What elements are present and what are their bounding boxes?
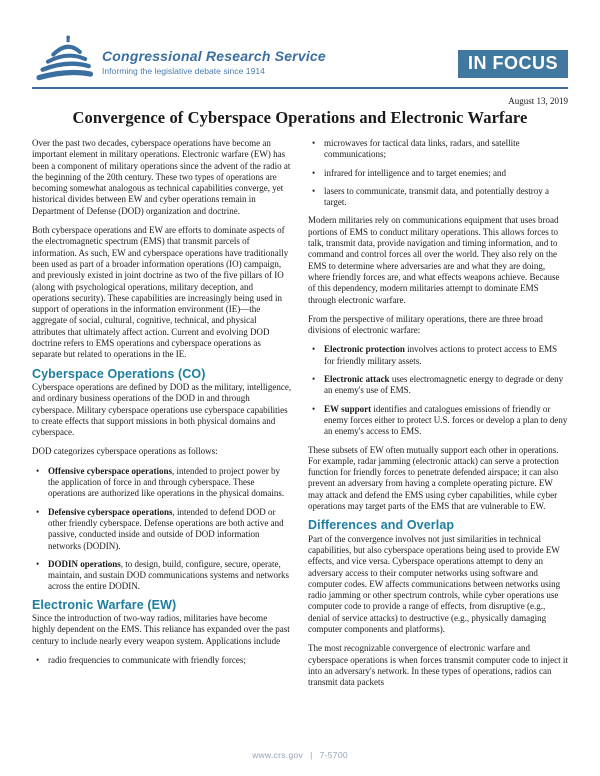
in-focus-badge: IN FOCUS xyxy=(458,50,568,78)
bullet-text: , to design, build, configure, secure, operate, maintain, and sustain DOD communications systems and networks across the entire DODIN. xyxy=(48,558,289,592)
paragraph: Over the past two decades, cyberspace operations have become an important element in military operations. Electronic warfare (EW) has been a component of military operations since the advent of the radio at the beginning of the 20th century. These two types of operations are becoming somewhat analogous as technical capabilities converge, yet historical divides between EW and cyber operations remain in Department of Defense (DOD) organization and doctrine. xyxy=(32,138,291,216)
org-name: Congressional Research Service xyxy=(102,48,326,64)
bullet-icon: • xyxy=(312,403,316,414)
paragraph: Cyberspace operations are defined by DOD as the military, intelligence, and ordinary business operations of the DOD in and through cyberspace. Military cyberspace operations use cyberspace capabilities to create effects that support missions in both physical domains and cyberspace. xyxy=(32,381,292,438)
header-divider xyxy=(32,87,568,89)
document-body xyxy=(32,138,568,696)
bullet-icon: • xyxy=(312,138,316,148)
bullet-text: microwaves for tactical data links, radars, and satellite communications; xyxy=(324,138,520,160)
list-item xyxy=(312,186,568,209)
paragraph: Since the introduction of two-way radios, militaries have become highly dependent on the EMS. This reliance has expanded over the past century to include nearly every weapon system. Applications include xyxy=(32,612,290,646)
left-column xyxy=(32,138,292,696)
bullet-lead: Offensive cyberspace operations xyxy=(48,465,172,476)
bullet-icon: • xyxy=(312,167,316,178)
section-heading-differences-and-overlap: Differences and Overlap xyxy=(308,518,455,533)
page-footer xyxy=(0,750,600,760)
list-item xyxy=(36,655,292,666)
list-item xyxy=(312,344,568,367)
bullet-lead: DODIN operations xyxy=(48,558,121,569)
bullet-lead: EW support xyxy=(324,403,372,414)
bullet-icon: • xyxy=(36,654,40,665)
bullet-lead: Defensive cyberspace operations xyxy=(48,506,173,517)
bullet-icon: • xyxy=(312,344,316,355)
bullet-text: radio frequencies to communicate with friendly forces; xyxy=(48,654,246,665)
paragraph: Modern militaries rely on communications equipment that uses broad portions of EMS to conduct military operations. This allows forces to talk, transmit data, provide navigation and timing information, and to command and control forces all over the world. They also rely on the EMS to determine where adversaries are and what they are doing, where friendly forces are, and what effects weapons achieve. Because of this dependency, modern militaries attempt to dominate EMS through electronic warfare. xyxy=(308,215,560,305)
crs-logo-group xyxy=(32,34,326,84)
bullet-text: lasers to communicate, transmit data, and potentially destroy a target. xyxy=(324,185,549,208)
list-item xyxy=(312,168,568,179)
footer-separator: | xyxy=(310,750,313,760)
bullet-icon: • xyxy=(36,506,40,517)
bullet-text: involves actions to protect access to EMS for friendly military assets. xyxy=(324,344,558,366)
org-tagline: Informing the legislative debate since 1914 xyxy=(102,66,265,76)
paragraph: These subsets of EW often mutually support each other in operations. For example, radar jamming (electronic attack) can serve a protection function for friendly forces to penetrate defended airspace; it can also prevent an adversary from having a complete operating picture. EW may attack and defend the EMS using cyber capabilities, while cyber operations may target parts of the EMS that are vulnerable to EW. xyxy=(308,444,559,512)
bullet-lead: Electronic protection xyxy=(324,344,405,355)
paragraph: From the perspective of military operations, there are three broad divisions of electronic warfare: xyxy=(308,313,543,336)
paragraph: The most recognizable convergence of electronic warfare and cyberspace operations is when forces transmit computer code to inject it into an adversary's network. In these types of operations, radios can transmit data packets xyxy=(308,643,568,688)
bullet-text: , intended to defend DOD or other friendly cyberspace. Defense operations are both active and passive, conducted inside and outside of DOD information networks (DODIN). xyxy=(48,506,284,551)
list-item xyxy=(312,138,568,161)
paragraph: DOD categorizes cyberspace operations as follows: xyxy=(32,446,218,457)
bullet-icon: • xyxy=(36,465,40,476)
bullet-icon: • xyxy=(36,558,40,569)
list-item xyxy=(36,559,292,593)
section-heading-cyberspace-operations: Cyberspace Operations (CO) xyxy=(32,366,206,381)
bullet-text: identifies and catalogues emissions of friendly or enemy forces either to protect U.S. forces or develop a plan to deny an enemy's access to EMS. xyxy=(324,403,568,437)
paragraph: Part of the convergence involves not just similarities in technical capabilities, but also cyberspace operations being used to provide EW effects, and vice versa. Cyberspace operations attempt to deny an adversary access to their computer networks using software and computer codes. EW affects communications between networks using radio jamming or other spectrum controls, while cyber operations use computer code to provide a range of effects, from disruptive (e.g., denial of service attacks) to destructive (e.g., physically damaging computer components and platforms). xyxy=(308,533,561,634)
bullet-text: uses electromagnetic energy to degrade or deny an enemy's use of EMS. xyxy=(324,374,564,396)
list-item xyxy=(36,507,292,552)
bullet-icon: • xyxy=(312,185,316,196)
paragraph: Both cyberspace operations and EW are efforts to dominate aspects of the electromagnetic spectrum (EMS) that transmit parcels of information. As such, EW and cyberspace operations have traditionally been used as part of a broader information operations (IO) campaign, and previously existed in joint doctrine as two of the five pillars of IO (along with psychological operations, military deception, and operations security). These capabilities are increasingly being used in support of operations in the information environment (IE)—the aggregate of social, cultural, cognitive, technical, and physical attributes that ultimately affect action. Current and evolving DOD doctrine refers to EMS operations and cyberspace operations as separate but related to operations in the IE. xyxy=(32,225,289,360)
document-title: Convergence of Cyberspace Operations and Electronic Warfare xyxy=(72,108,528,127)
list-item xyxy=(312,374,568,397)
capitol-dome-icon xyxy=(32,34,94,84)
bullet-text: , intended to project power by the application of force in and through cyberspace. These operations are authorized like operations in the physical domains. xyxy=(48,465,285,499)
bullet-text: infrared for intelligence and to target enemies; and xyxy=(324,167,507,178)
list-item xyxy=(36,466,292,500)
publication-date: August 13, 2019 xyxy=(508,96,568,106)
bullet-lead: Electronic attack xyxy=(324,374,390,385)
list-item xyxy=(312,404,568,438)
right-column xyxy=(308,138,568,696)
footer-link[interactable]: www.crs.gov xyxy=(252,750,304,760)
org-text-block xyxy=(102,34,326,76)
footer-phone: 7-5700 xyxy=(319,750,348,760)
bullet-icon: • xyxy=(312,374,316,385)
section-heading-electronic-warfare: Electronic Warfare (EW) xyxy=(32,597,177,612)
document-header xyxy=(32,34,568,84)
